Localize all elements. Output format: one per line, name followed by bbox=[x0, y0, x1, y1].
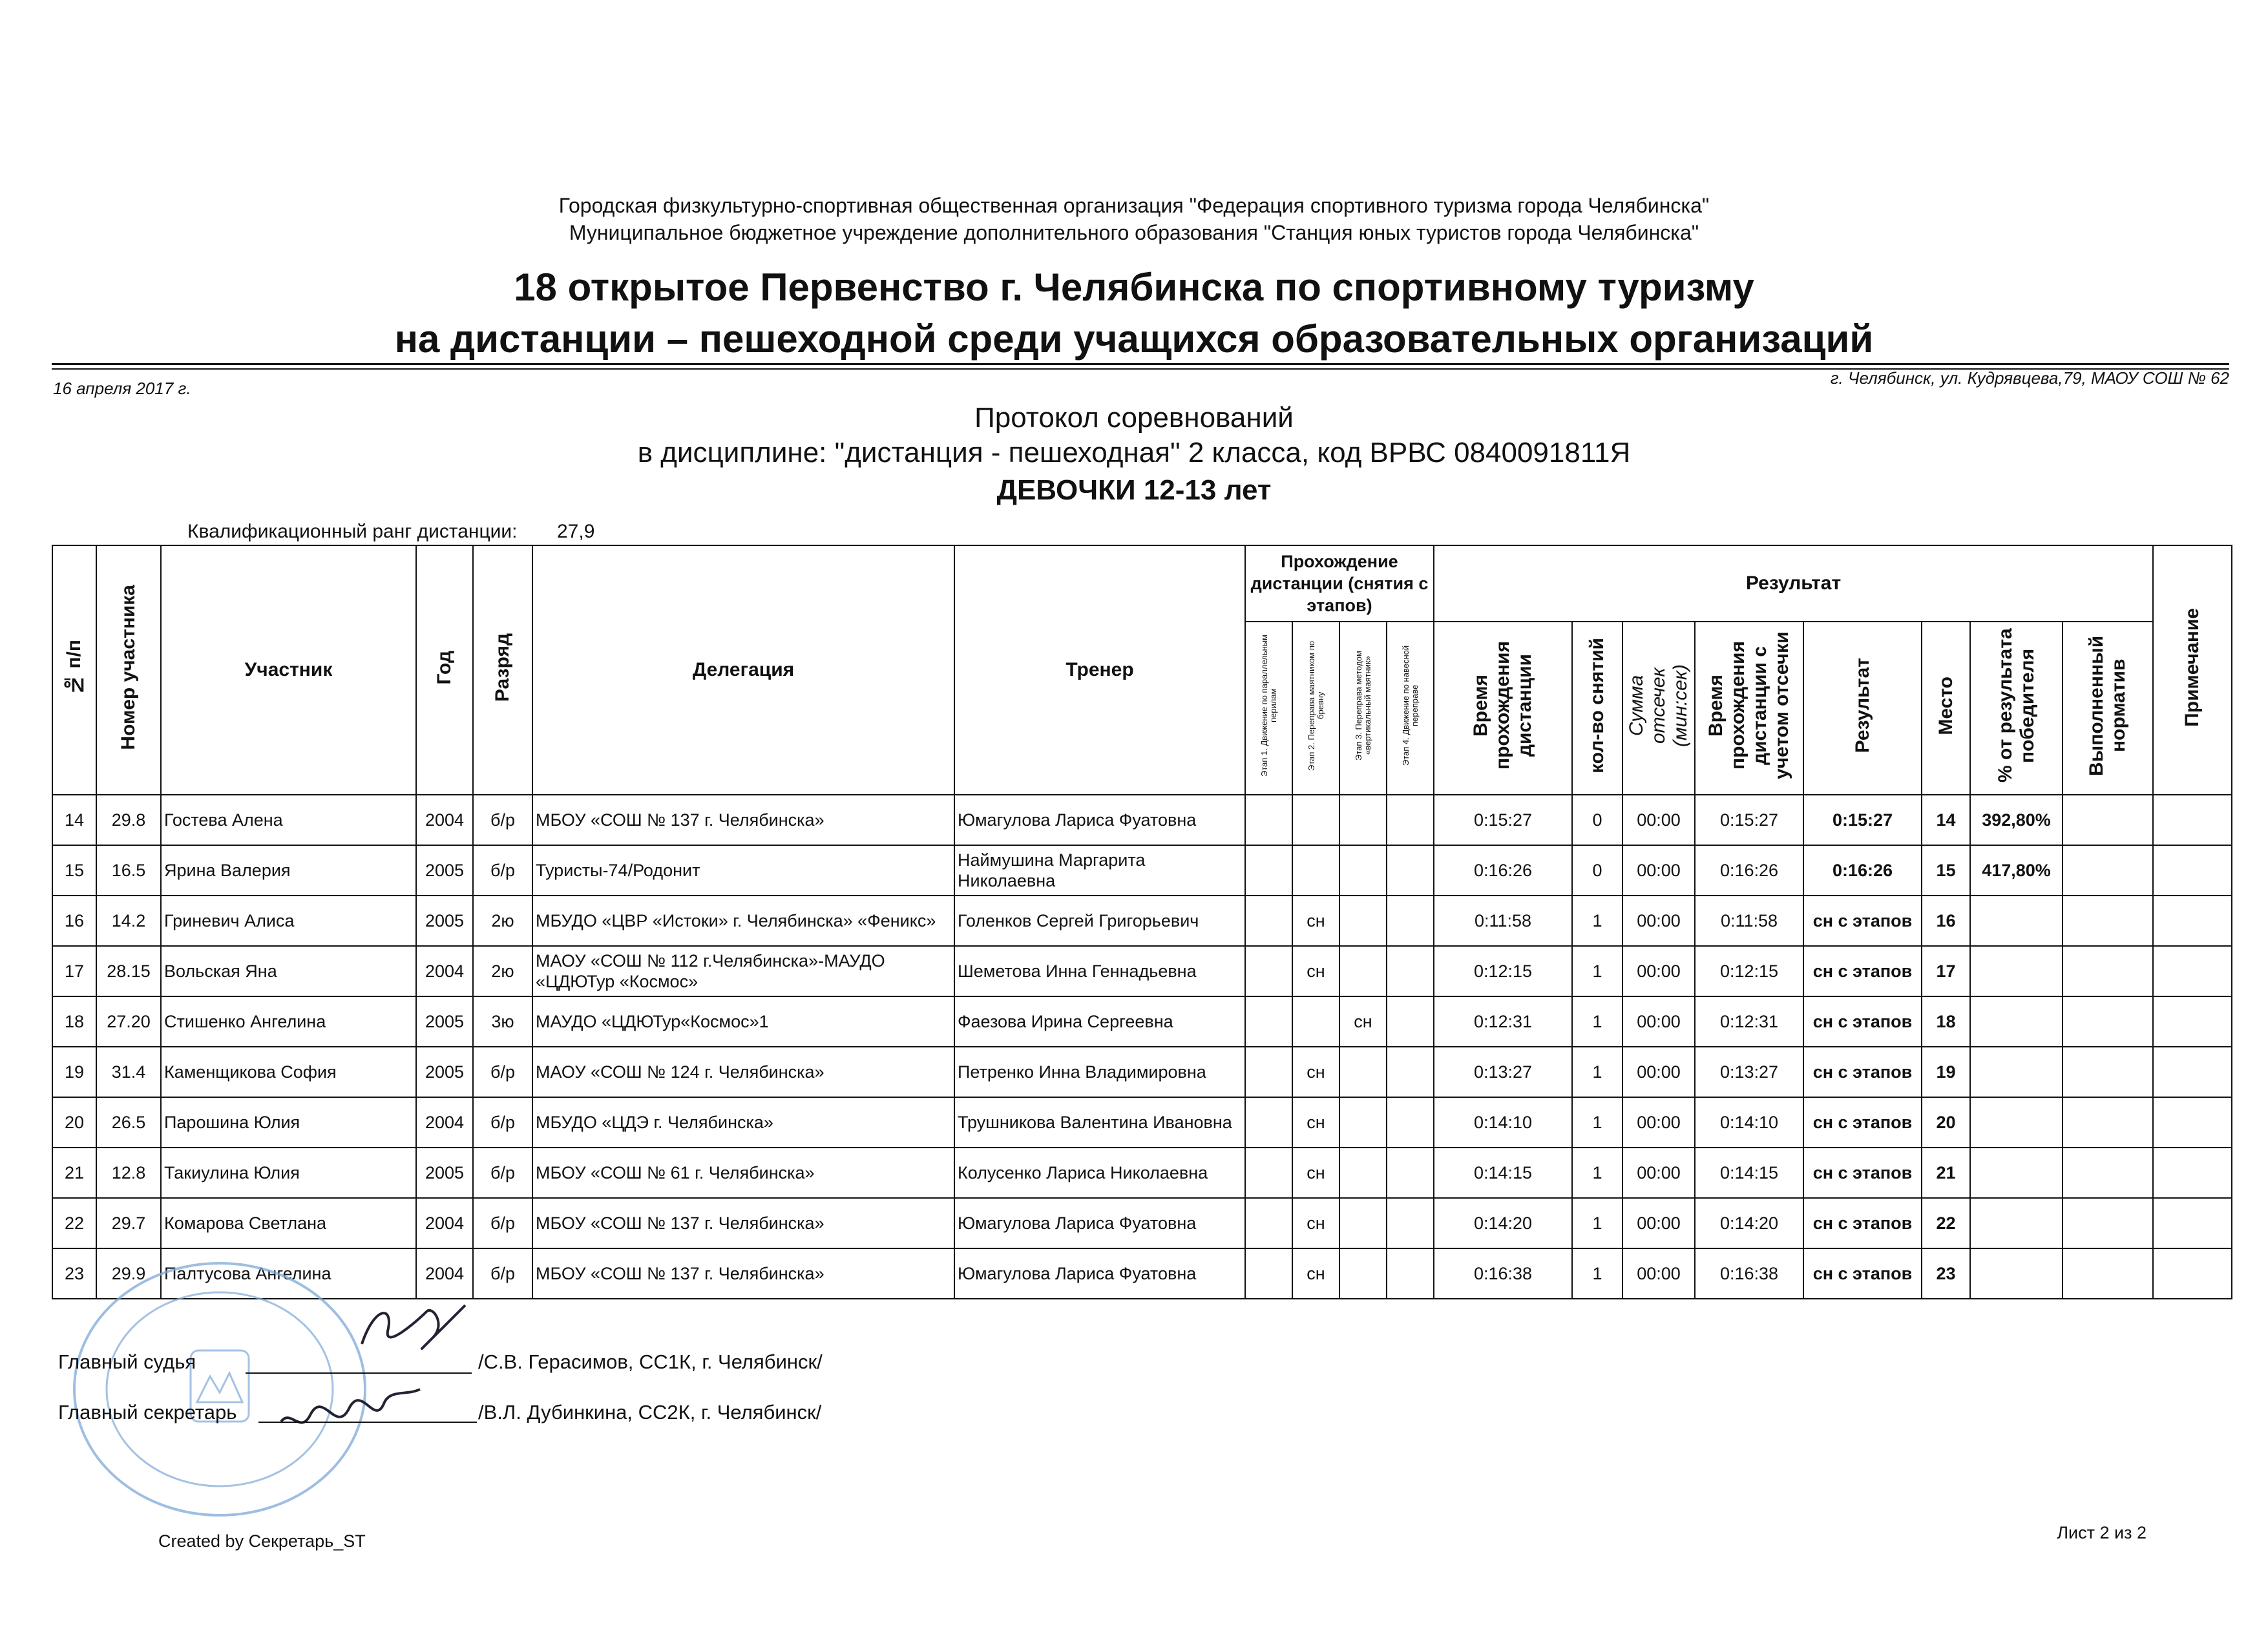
cell-removals: 1 bbox=[1572, 896, 1622, 946]
cell-num: 18 bbox=[52, 996, 96, 1047]
cell-delegation: МБОУ «СОШ № 61 г. Челябинска» bbox=[532, 1148, 954, 1198]
cell-stage1 bbox=[1245, 996, 1292, 1047]
cell-place: 21 bbox=[1922, 1148, 1970, 1198]
cell-num: 22 bbox=[52, 1198, 96, 1248]
cell-stage1 bbox=[1245, 946, 1292, 996]
cell-delegation: МАУДО «ЦДЮТур«Космос»1 bbox=[532, 996, 954, 1047]
cell-name: Такиулина Юлия bbox=[161, 1148, 416, 1198]
cell-coach: Юмагулова Лариса Фуатовна bbox=[954, 1198, 1245, 1248]
cell-delegation: МБУДО «ЦВР «Истоки» г. Челябинска» «Феникс» bbox=[532, 896, 954, 946]
cell-bib: 29.8 bbox=[96, 795, 161, 845]
col-delegation-header: Делегация bbox=[532, 545, 954, 795]
cell-time: 0:15:27 bbox=[1434, 795, 1572, 845]
cell-norm bbox=[2063, 1148, 2153, 1198]
secretary-signature bbox=[271, 1370, 426, 1447]
cell-time: 0:12:31 bbox=[1434, 996, 1572, 1047]
rank-label: Квалификационный ранг дистанции: bbox=[187, 521, 518, 542]
cell-note bbox=[2153, 996, 2232, 1047]
cell-time: 0:14:15 bbox=[1434, 1148, 1572, 1198]
cell-norm bbox=[2063, 1248, 2153, 1299]
event-title-line-1: 18 открытое Первенство г. Челябинска по спортивному туризму bbox=[514, 266, 1754, 309]
cell-cutoff: 00:00 bbox=[1622, 896, 1695, 946]
cell-stage3 bbox=[1339, 896, 1387, 946]
cell-removals: 1 bbox=[1572, 946, 1622, 996]
title-divider bbox=[52, 363, 2229, 365]
table-row bbox=[52, 1097, 2232, 1148]
cell-stage4 bbox=[1387, 1198, 1434, 1248]
cell-stage4 bbox=[1387, 946, 1434, 996]
table-row bbox=[52, 845, 2232, 896]
cell-pct bbox=[1970, 996, 2063, 1047]
cell-note bbox=[2153, 896, 2232, 946]
cell-result: сн с этапов bbox=[1803, 996, 1922, 1047]
cell-place: 23 bbox=[1922, 1248, 1970, 1299]
cell-stage1 bbox=[1245, 1198, 1292, 1248]
cell-num: 14 bbox=[52, 795, 96, 845]
cell-bib: 29.7 bbox=[96, 1198, 161, 1248]
cell-delegation: МАОУ «СОШ № 124 г. Челябинска» bbox=[532, 1047, 954, 1097]
col-bib-header: Номер участника bbox=[96, 545, 161, 795]
cell-place: 22 bbox=[1922, 1198, 1970, 1248]
cell-bib: 12.8 bbox=[96, 1148, 161, 1198]
col-pct-header: % от результата победителя bbox=[1970, 622, 2063, 795]
cell-stage4 bbox=[1387, 896, 1434, 946]
cell-pct bbox=[1970, 1198, 2063, 1248]
cell-name: Вольская Яна bbox=[161, 946, 416, 996]
cell-stage3: сн bbox=[1339, 996, 1387, 1047]
cell-norm bbox=[2063, 946, 2153, 996]
cell-time: 0:14:10 bbox=[1434, 1097, 1572, 1148]
cell-stage3 bbox=[1339, 1198, 1387, 1248]
cell-result: 0:16:26 bbox=[1803, 845, 1922, 896]
cell-pct: 392,80% bbox=[1970, 795, 2063, 845]
cell-result: сн с этапов bbox=[1803, 1248, 1922, 1299]
cell-stage1 bbox=[1245, 845, 1292, 896]
cell-name: Каменщикова София bbox=[161, 1047, 416, 1097]
cell-time-cutoff: 0:14:10 bbox=[1695, 1097, 1803, 1148]
cell-note bbox=[2153, 795, 2232, 845]
cell-year: 2004 bbox=[416, 1248, 473, 1299]
table-row bbox=[52, 1047, 2232, 1097]
event-date: 16 апреля 2017 г. bbox=[53, 379, 191, 398]
cell-removals: 1 bbox=[1572, 1148, 1622, 1198]
cell-num: 19 bbox=[52, 1047, 96, 1097]
cell-pct bbox=[1970, 1148, 2063, 1198]
cell-stage4 bbox=[1387, 1047, 1434, 1097]
cell-norm bbox=[2063, 795, 2153, 845]
cell-note bbox=[2153, 1198, 2232, 1248]
cell-grade: б/р bbox=[473, 1198, 532, 1248]
cell-num: 23 bbox=[52, 1248, 96, 1299]
cell-time-cutoff: 0:14:20 bbox=[1695, 1198, 1803, 1248]
table-row bbox=[52, 946, 2232, 996]
cell-bib: 29.9 bbox=[96, 1248, 161, 1299]
cell-stage1 bbox=[1245, 795, 1292, 845]
cell-time-cutoff: 0:13:27 bbox=[1695, 1047, 1803, 1097]
col-num-header: № п/п bbox=[52, 545, 96, 795]
cell-num: 16 bbox=[52, 896, 96, 946]
cell-delegation: МБОУ «СОШ № 137 г. Челябинска» bbox=[532, 795, 954, 845]
cell-stage3 bbox=[1339, 1148, 1387, 1198]
cell-num: 15 bbox=[52, 845, 96, 896]
col-year-header: Год bbox=[416, 545, 473, 795]
cell-delegation: МАОУ «СОШ № 112 г.Челябинска»-МАУДО «ЦДЮТур «Космос» bbox=[532, 946, 954, 996]
cell-removals: 1 bbox=[1572, 996, 1622, 1047]
cell-coach: Колусенко Лариса Николаевна bbox=[954, 1148, 1245, 1198]
cell-place: 15 bbox=[1922, 845, 1970, 896]
col-stage3-header: Этап 3. Переправа методом «вертикальный маятник» bbox=[1339, 622, 1387, 795]
cell-year: 2005 bbox=[416, 845, 473, 896]
cell-stage2: сн bbox=[1292, 1097, 1339, 1148]
cell-result: сн с этапов bbox=[1803, 1047, 1922, 1097]
cell-grade: б/р bbox=[473, 1148, 532, 1198]
event-title-line-2: на дистанции – пешеходной среди учащихся образовательных организаций bbox=[394, 317, 1874, 361]
cell-coach: Наймушина Маргарита Николаевна bbox=[954, 845, 1245, 896]
cell-pct bbox=[1970, 946, 2063, 996]
cell-name: Парошина Юлия bbox=[161, 1097, 416, 1148]
cell-coach: Шеметова Инна Геннадьевна bbox=[954, 946, 1245, 996]
cell-place: 20 bbox=[1922, 1097, 1970, 1148]
cell-time-cutoff: 0:16:38 bbox=[1695, 1248, 1803, 1299]
cell-time: 0:16:26 bbox=[1434, 845, 1572, 896]
cell-result: сн с этапов bbox=[1803, 1097, 1922, 1148]
cell-norm bbox=[2063, 1047, 2153, 1097]
protocol-title: Протокол соревнований bbox=[974, 402, 1294, 434]
cell-result: сн с этапов bbox=[1803, 896, 1922, 946]
col-passing-header: Прохождение дистанции (снятия с этапов) bbox=[1245, 545, 1434, 622]
cell-bib: 16.5 bbox=[96, 845, 161, 896]
cell-place: 14 bbox=[1922, 795, 1970, 845]
cell-grade: 2ю bbox=[473, 896, 532, 946]
cell-name: Гостева Алена bbox=[161, 795, 416, 845]
cell-stage2: сн bbox=[1292, 946, 1339, 996]
cell-removals: 1 bbox=[1572, 1097, 1622, 1148]
judge-label: Главный судья bbox=[58, 1350, 196, 1373]
cell-pct bbox=[1970, 1248, 2063, 1299]
cell-num: 20 bbox=[52, 1097, 96, 1148]
cell-time-cutoff: 0:12:31 bbox=[1695, 996, 1803, 1047]
cell-place: 19 bbox=[1922, 1047, 1970, 1097]
cell-result: сн с этапов bbox=[1803, 946, 1922, 996]
cell-stage2: сн bbox=[1292, 1248, 1339, 1299]
cell-place: 17 bbox=[1922, 946, 1970, 996]
cell-cutoff: 00:00 bbox=[1622, 845, 1695, 896]
cell-grade: 2ю bbox=[473, 946, 532, 996]
cell-coach: Голенков Сергей Григорьевич bbox=[954, 896, 1245, 946]
col-place-header: Место bbox=[1922, 622, 1970, 795]
col-norm-header: Выполненный норматив bbox=[2063, 622, 2153, 795]
cell-year: 2005 bbox=[416, 996, 473, 1047]
cell-time: 0:14:20 bbox=[1434, 1198, 1572, 1248]
cell-bib: 28.15 bbox=[96, 946, 161, 996]
cell-delegation: Туристы-74/Родонит bbox=[532, 845, 954, 896]
cell-stage3 bbox=[1339, 1047, 1387, 1097]
col-cutoff-header: Сумма отсечек (мин:сек) bbox=[1622, 622, 1695, 795]
judge-signature bbox=[349, 1292, 478, 1370]
cell-time-cutoff: 0:16:26 bbox=[1695, 845, 1803, 896]
cell-stage2: сн bbox=[1292, 1148, 1339, 1198]
cell-year: 2004 bbox=[416, 1097, 473, 1148]
cell-result: 0:15:27 bbox=[1803, 795, 1922, 845]
cell-time-cutoff: 0:11:58 bbox=[1695, 896, 1803, 946]
cell-removals: 0 bbox=[1572, 845, 1622, 896]
cell-num: 21 bbox=[52, 1148, 96, 1198]
col-grade-header: Разряд bbox=[473, 545, 532, 795]
cell-bib: 26.5 bbox=[96, 1097, 161, 1148]
cell-name: Гриневич Алиса bbox=[161, 896, 416, 946]
col-time-header: Время прохождения дистанции bbox=[1434, 622, 1572, 795]
cell-norm bbox=[2063, 896, 2153, 946]
cell-bib: 27.20 bbox=[96, 996, 161, 1047]
cell-num: 17 bbox=[52, 946, 96, 996]
col-coach-header: Тренер bbox=[954, 545, 1245, 795]
cell-coach: Трушникова Валентина Ивановна bbox=[954, 1097, 1245, 1148]
cell-coach: Фаезова Ирина Сергеевна bbox=[954, 996, 1245, 1047]
org-line-1: Городская физкультурно-спортивная общественная организация "Федерация спортивного туризма города Челябинска" bbox=[558, 194, 1710, 217]
cell-stage4 bbox=[1387, 845, 1434, 896]
col-removals-header: кол-во снятий bbox=[1572, 622, 1622, 795]
cell-place: 16 bbox=[1922, 896, 1970, 946]
cell-pct bbox=[1970, 1047, 2063, 1097]
table-row bbox=[52, 996, 2232, 1047]
cell-cutoff: 00:00 bbox=[1622, 946, 1695, 996]
judge-signature-line bbox=[246, 1372, 472, 1374]
cell-stage2: сн bbox=[1292, 896, 1339, 946]
cell-bib: 14.2 bbox=[96, 896, 161, 946]
cell-name: Палтусова Ангелина bbox=[161, 1248, 416, 1299]
cell-result: сн с этапов bbox=[1803, 1198, 1922, 1248]
secretary-label: Главный секретарь bbox=[58, 1401, 237, 1423]
cell-year: 2004 bbox=[416, 795, 473, 845]
cell-grade: б/р bbox=[473, 1047, 532, 1097]
cell-year: 2004 bbox=[416, 946, 473, 996]
col-note-header: Примечание bbox=[2153, 545, 2232, 795]
cell-result: сн с этапов bbox=[1803, 1148, 1922, 1198]
cell-coach: Петренко Инна Владимировна bbox=[954, 1047, 1245, 1097]
table-row bbox=[52, 896, 2232, 946]
cell-delegation: МБУДО «ЦДЭ г. Челябинска» bbox=[532, 1097, 954, 1148]
cell-removals: 1 bbox=[1572, 1047, 1622, 1097]
col-stage2-header: Этап 2. Переправа маятником по бревну bbox=[1292, 622, 1339, 795]
cell-stage1 bbox=[1245, 1148, 1292, 1198]
cell-cutoff: 00:00 bbox=[1622, 795, 1695, 845]
cell-norm bbox=[2063, 1198, 2153, 1248]
cell-stage3 bbox=[1339, 946, 1387, 996]
cell-removals: 1 bbox=[1572, 1198, 1622, 1248]
cell-time-cutoff: 0:12:15 bbox=[1695, 946, 1803, 996]
table-row bbox=[52, 1248, 2232, 1299]
cell-cutoff: 00:00 bbox=[1622, 1148, 1695, 1198]
rank-value: 27,9 bbox=[557, 521, 595, 542]
cell-norm bbox=[2063, 845, 2153, 896]
cell-cutoff: 00:00 bbox=[1622, 1047, 1695, 1097]
cell-note bbox=[2153, 1047, 2232, 1097]
cell-time-cutoff: 0:15:27 bbox=[1695, 795, 1803, 845]
cell-place: 18 bbox=[1922, 996, 1970, 1047]
secretary-signature-line bbox=[258, 1422, 477, 1423]
col-result-header: Результат bbox=[1803, 622, 1922, 795]
cell-note bbox=[2153, 1248, 2232, 1299]
col-participant-header: Участник bbox=[161, 545, 416, 795]
cell-cutoff: 00:00 bbox=[1622, 1198, 1695, 1248]
cell-stage4 bbox=[1387, 1148, 1434, 1198]
cell-cutoff: 00:00 bbox=[1622, 1248, 1695, 1299]
cell-name: Стишенко Ангелина bbox=[161, 996, 416, 1047]
cell-name: Ярина Валерия bbox=[161, 845, 416, 896]
cell-coach: Юмагулова Лариса Фуатовна bbox=[954, 1248, 1245, 1299]
event-venue: г. Челябинск, ул. Кудрявцева,79, МАОУ СОШ № 62 bbox=[1830, 368, 2229, 388]
secretary-name: /В.Л. Дубинкина, СС2К, г. Челябинск/ bbox=[478, 1401, 822, 1423]
cell-stage3 bbox=[1339, 1097, 1387, 1148]
cell-stage3 bbox=[1339, 845, 1387, 896]
cell-grade: б/р bbox=[473, 1248, 532, 1299]
cell-stage2: сн bbox=[1292, 1198, 1339, 1248]
cell-stage4 bbox=[1387, 1097, 1434, 1148]
cell-year: 2005 bbox=[416, 896, 473, 946]
col-time-cutoff-header: Время прохождения дистанции с учетом отсечки bbox=[1695, 622, 1803, 795]
results-table bbox=[52, 545, 2232, 1299]
cell-stage1 bbox=[1245, 1248, 1292, 1299]
col-stage4-header: Этап 4. Движение по навесной переправе bbox=[1387, 622, 1434, 795]
created-by: Created by Секретарь_ST bbox=[158, 1531, 366, 1551]
cell-delegation: МБОУ «СОШ № 137 г. Челябинска» bbox=[532, 1248, 954, 1299]
cell-note bbox=[2153, 1097, 2232, 1148]
cell-stage1 bbox=[1245, 1097, 1292, 1148]
cell-stage2 bbox=[1292, 996, 1339, 1047]
cell-grade: б/р bbox=[473, 795, 532, 845]
cell-grade: б/р bbox=[473, 1097, 532, 1148]
table-row bbox=[52, 795, 2232, 845]
col-result-group-header: Результат bbox=[1434, 545, 2153, 622]
cell-time: 0:11:58 bbox=[1434, 896, 1572, 946]
table-row bbox=[52, 1148, 2232, 1198]
col-stage1-header: Этап 1. Движение по параллельным перилам bbox=[1245, 622, 1292, 795]
cell-stage3 bbox=[1339, 795, 1387, 845]
cell-time: 0:13:27 bbox=[1434, 1047, 1572, 1097]
cell-stage1 bbox=[1245, 1047, 1292, 1097]
cell-stage2: сн bbox=[1292, 1047, 1339, 1097]
cell-stage4 bbox=[1387, 1248, 1434, 1299]
cell-removals: 0 bbox=[1572, 795, 1622, 845]
cell-stage1 bbox=[1245, 896, 1292, 946]
cell-bib: 31.4 bbox=[96, 1047, 161, 1097]
cell-pct: 417,80% bbox=[1970, 845, 2063, 896]
cell-time-cutoff: 0:14:15 bbox=[1695, 1148, 1803, 1198]
cell-cutoff: 00:00 bbox=[1622, 996, 1695, 1047]
cell-note bbox=[2153, 946, 2232, 996]
cell-year: 2005 bbox=[416, 1047, 473, 1097]
cell-year: 2005 bbox=[416, 1148, 473, 1198]
table-row bbox=[52, 1198, 2232, 1248]
cell-time: 0:12:15 bbox=[1434, 946, 1572, 996]
protocol-group: ДЕВОЧКИ 12-13 лет bbox=[996, 474, 1272, 506]
cell-removals: 1 bbox=[1572, 1248, 1622, 1299]
cell-grade: 3ю bbox=[473, 996, 532, 1047]
cell-note bbox=[2153, 1148, 2232, 1198]
cell-pct bbox=[1970, 1097, 2063, 1148]
cell-stage2 bbox=[1292, 795, 1339, 845]
cell-grade: б/р bbox=[473, 845, 532, 896]
sheet-number: Лист 2 из 2 bbox=[2057, 1523, 2147, 1542]
cell-stage2 bbox=[1292, 845, 1339, 896]
cell-norm bbox=[2063, 1097, 2153, 1148]
cell-cutoff: 00:00 bbox=[1622, 1097, 1695, 1148]
cell-time: 0:16:38 bbox=[1434, 1248, 1572, 1299]
cell-year: 2004 bbox=[416, 1198, 473, 1248]
cell-norm bbox=[2063, 996, 2153, 1047]
cell-pct bbox=[1970, 896, 2063, 946]
cell-delegation: МБОУ «СОШ № 137 г. Челябинска» bbox=[532, 1198, 954, 1248]
cell-note bbox=[2153, 845, 2232, 896]
cell-stage3 bbox=[1339, 1248, 1387, 1299]
cell-stage4 bbox=[1387, 996, 1434, 1047]
cell-coach: Юмагулова Лариса Фуатовна bbox=[954, 795, 1245, 845]
cell-stage4 bbox=[1387, 795, 1434, 845]
org-line-2: Муниципальное бюджетное учреждение дополнительного образования "Станция юных туристов города Челябинска" bbox=[569, 221, 1699, 244]
protocol-discipline: в дисциплине: "дистанция - пешеходная" 2 класса, код ВРВС 0840091811Я bbox=[637, 437, 1631, 468]
judge-name: /С.В. Герасимов, СС1К, г. Челябинск/ bbox=[478, 1350, 823, 1373]
cell-name: Комарова Светлана bbox=[161, 1198, 416, 1248]
